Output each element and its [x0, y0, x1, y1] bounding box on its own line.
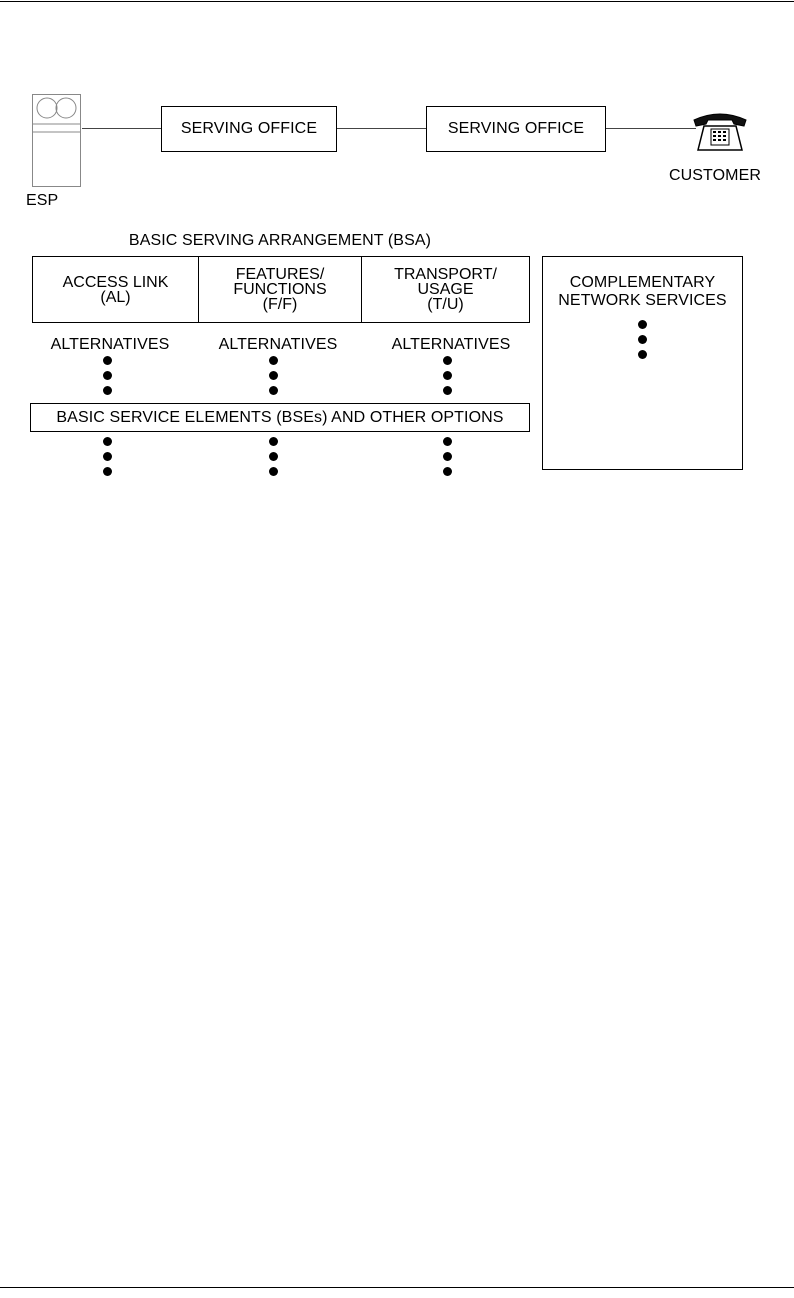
serving-office-left-label: SERVING OFFICE	[180, 120, 318, 137]
cns-label-line2: NETWORK SERVICES	[558, 292, 727, 309]
ellipsis-dots-tu-lower	[443, 437, 452, 482]
ellipsis-dots-cns	[638, 320, 647, 365]
ellipsis-dots-ff-upper	[269, 356, 278, 401]
cns-label-line1: COMPLEMENTARY	[569, 274, 716, 291]
ellipsis-dots-al-lower	[103, 437, 112, 482]
wire-office-office	[337, 128, 427, 129]
wire-esp-office	[82, 128, 162, 129]
alternatives-label-al: ALTERNATIVES	[50, 336, 170, 353]
bsa-cell-features-functions: FEATURES/ FUNCTIONS (F/F)	[199, 257, 362, 322]
bsa-cell-transport-usage: TRANSPORT/ USAGE (T/U)	[394, 266, 497, 313]
bsa-box	[32, 256, 530, 323]
wire-office-customer	[606, 128, 696, 129]
telephone-icon	[690, 112, 750, 154]
serving-office-right-label: SERVING OFFICE	[447, 120, 585, 137]
bottom-rule	[0, 1287, 794, 1288]
esp-label: ESP	[26, 192, 59, 209]
top-rule	[0, 1, 794, 2]
alternatives-label-tu: ALTERNATIVES	[391, 336, 511, 353]
bsa-cell-access-link: ACCESS LINK (AL)	[33, 257, 199, 322]
customer-label: CUSTOMER	[668, 167, 762, 184]
ellipsis-dots-ff-lower	[269, 437, 278, 482]
bsa-title: BASIC SERVING ARRANGEMENT (BSA)	[128, 232, 432, 249]
ellipsis-dots-al-upper	[103, 356, 112, 401]
esp-equipment-icon	[32, 94, 82, 188]
bse-label: BASIC SERVICE ELEMENTS (BSEs) AND OTHER OPTIONS	[56, 409, 504, 426]
ellipsis-dots-tu-upper	[443, 356, 452, 401]
alternatives-label-ff: ALTERNATIVES	[218, 336, 338, 353]
